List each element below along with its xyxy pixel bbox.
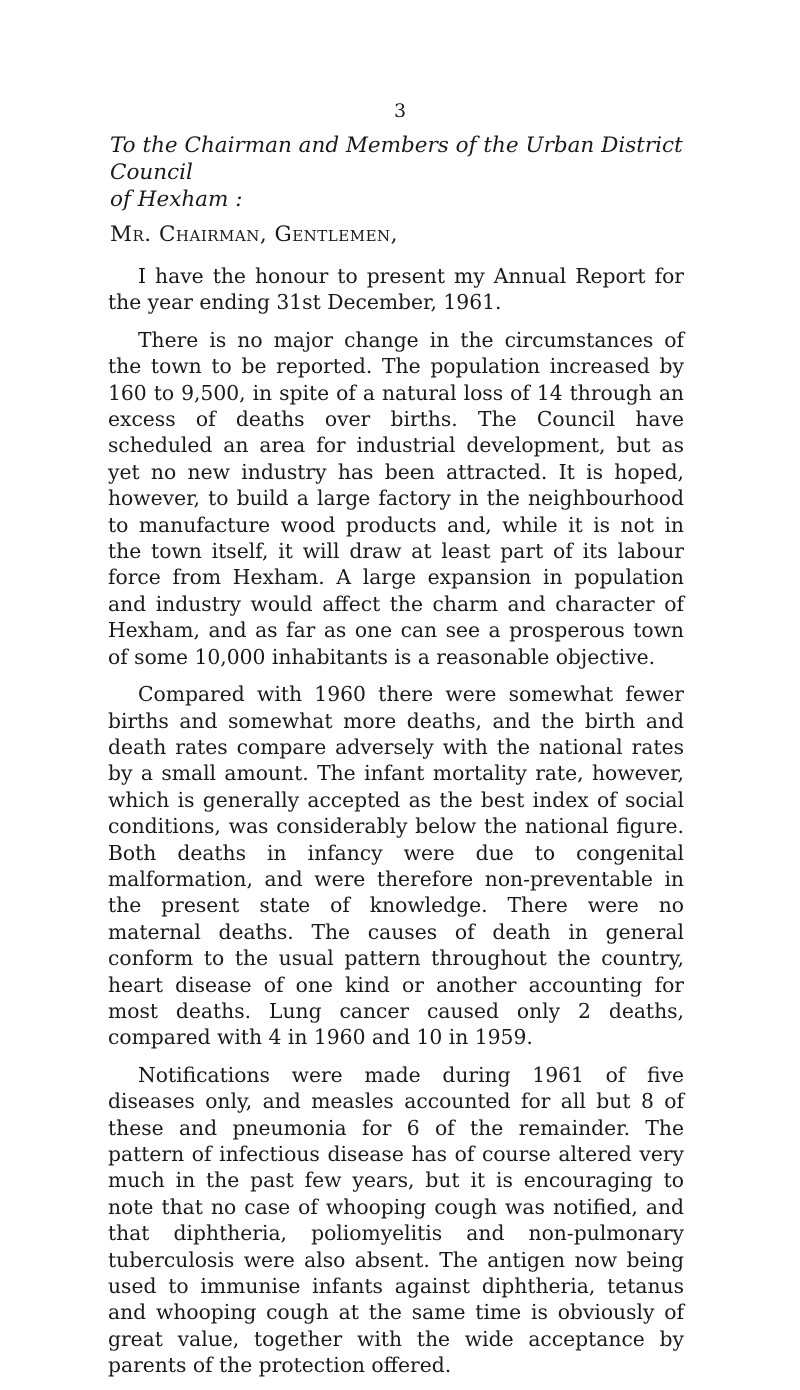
paragraph-notifications: Notifications were made during 1961 of five diseases only, and measles accounted for all but 8 of these and pneumonia for 6 of the remainder. The pattern of infectious disease has of course altered very much in the past few years, but it is encouraging to note that no case of whooping cough was notified, and that diphtheria, poliomyelitis and non-pulmonary tuberculosis were also absent. The antigen now being used to immunise infants against diphtheria, tetanus and whooping cough at the same time is obviously of great value, together with the wide acceptance by parents of the protection offered. — [108, 1062, 684, 1378]
paragraph-births-deaths: Compared with 1960 there were somewhat fewer births and somewhat more deaths, and the birth and death rates compare adversely with the national rates by a small amount. The infant mortality rate, however, which is generally accepted as the best index of social conditions, was considerably below the national figure. Both deaths in infancy were due to congenital malformation, and were therefore non-preventable in the present state of knowledge. There were no maternal deaths. The causes of death in general conform to the usual pattern throughout the country, heart disease of one kind or another accounting for most deaths. Lung cancer caused only 2 deaths, compared with 4 in 1960 and 10 in 1959. — [108, 682, 684, 1050]
address-line-2: of Hexham : — [110, 187, 243, 212]
paragraph-intro: I have the honour to present my Annual Report for the year ending 31st December, 1961. — [108, 264, 684, 315]
report-body — [108, 263, 684, 1390]
salutation: Mr. Chairman, Gentlemen, — [110, 222, 398, 247]
address-heading — [110, 132, 700, 213]
address-line-1: To the Chairman and Members of the Urban District Council — [110, 133, 683, 185]
page-number: 3 — [393, 100, 407, 122]
paragraph-town-circumstances: There is no major change in the circumstances of the town to be reported. The population increased by 160 to 9,500, in spite of a natural loss of 14 through an excess of deaths over births. The Council have scheduled an area for industrial development, but as yet no new industry has been attracted. It is hoped, however, to build a large factory in the neighbourhood to manufacture wood products and, while it is not in the town itself, it will draw at least part of its labour force from Hexham. A large expansion in population and industry would affect the charm and character of Hexham, and as far as one can see a prosperous town of some 10,000 inhabitants is a reasonable objective. — [108, 327, 684, 669]
